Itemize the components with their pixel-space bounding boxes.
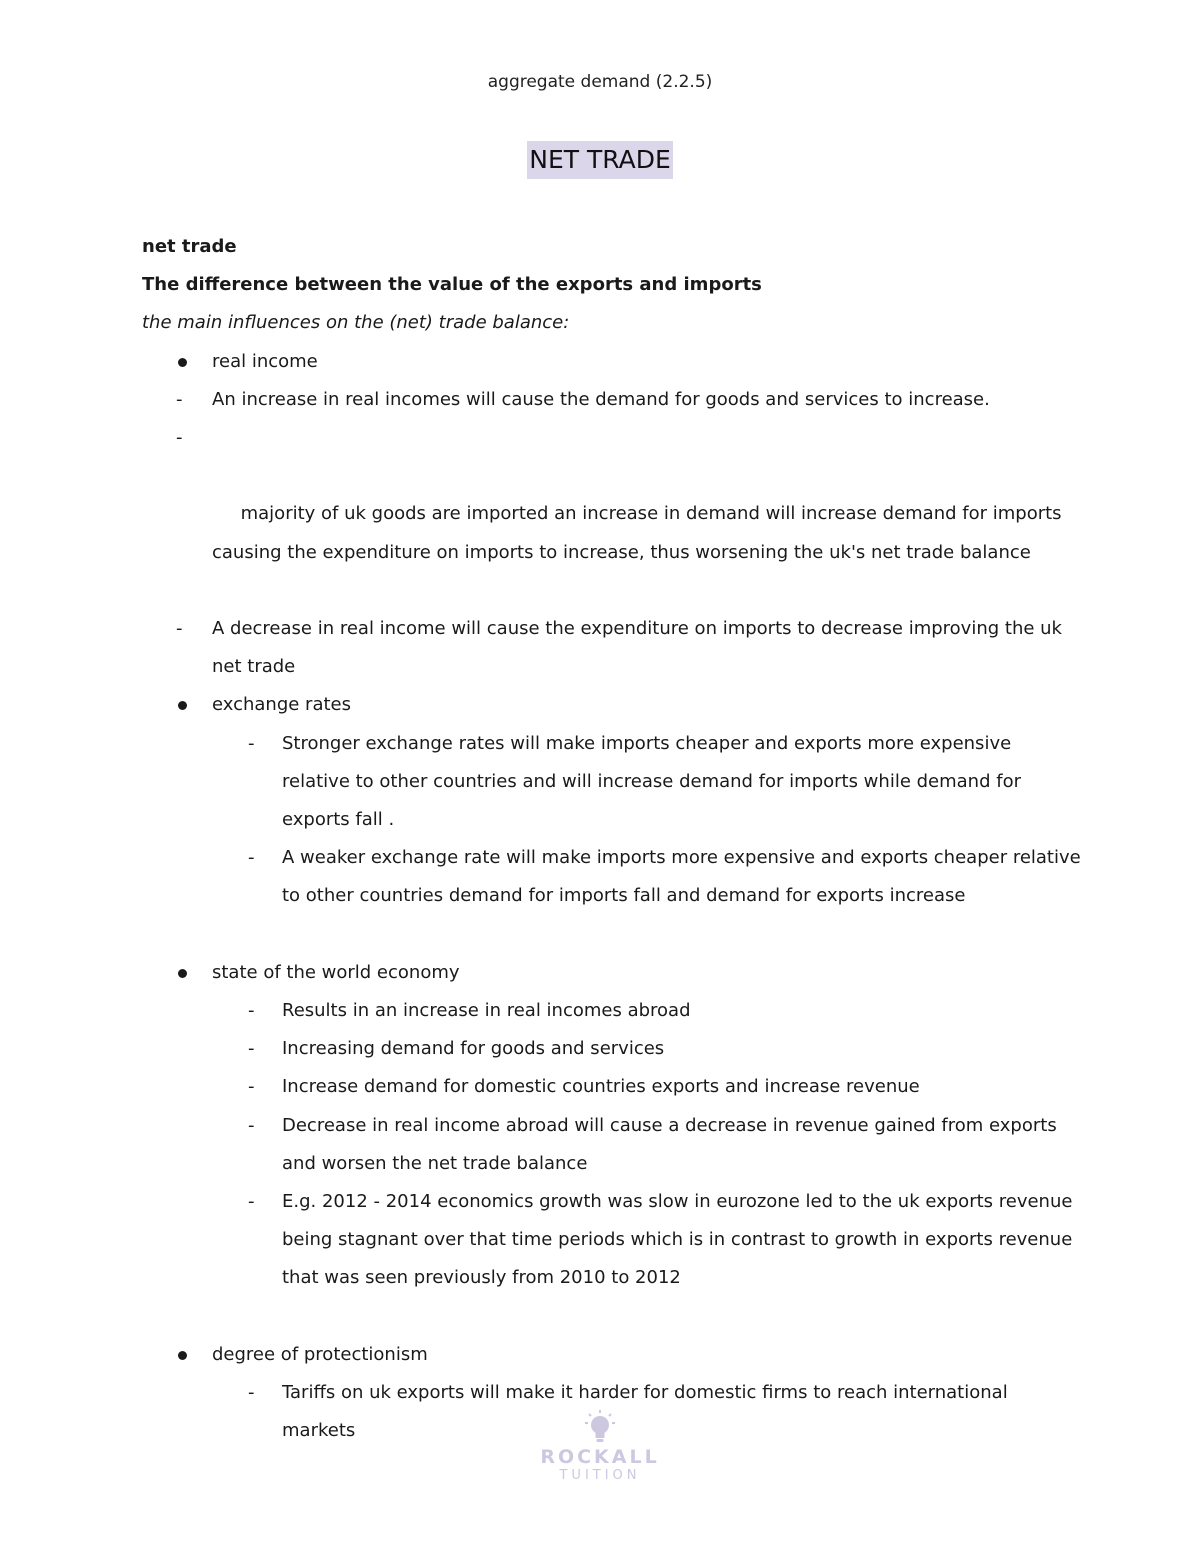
bullet-icon bbox=[178, 1351, 187, 1360]
bullet-icon bbox=[178, 969, 187, 978]
bullet-item-exchange-rates bbox=[142, 686, 1082, 724]
rockall-tuition-logo bbox=[500, 1410, 700, 1483]
sub-point-text: Stronger exchange rates will make imports cheaper and exports more expensive relative to other countries and will increase demand for imports while demand for exports fall . bbox=[282, 732, 1021, 831]
sub-point-text: Tariffs on uk exports will make it harder for domestic firms to reach international markets bbox=[282, 1382, 1008, 1442]
sub-point-text: Increase demand for domestic countries exports and increase revenue bbox=[282, 1076, 920, 1098]
sub-point-text: A weaker exchange rate will make imports more expensive and exports cheaper relative to other countries demand for imports fall and demand for exports increase bbox=[282, 847, 1081, 907]
dash-marker: - bbox=[248, 732, 255, 754]
sub-point-text: Increasing demand for goods and services bbox=[282, 1038, 665, 1060]
sub-point-text: Results in an increase in real incomes abroad bbox=[282, 1000, 691, 1022]
dash-marker: - bbox=[176, 388, 183, 410]
sub-point bbox=[142, 725, 1082, 840]
sub-point-text: A decrease in real income will cause the expenditure on imports to decrease improving the uk net trade bbox=[212, 618, 1062, 678]
logo-subtitle: TUITION bbox=[559, 1468, 641, 1483]
bullet-label: degree of protectionism bbox=[212, 1343, 428, 1365]
logo-brand: ROCKALL bbox=[540, 1446, 660, 1468]
sub-point bbox=[142, 1030, 1082, 1068]
sub-point bbox=[142, 1107, 1082, 1183]
bullet-label: state of the world economy bbox=[212, 961, 460, 983]
sub-point bbox=[142, 839, 1082, 915]
bullet-label: real income bbox=[212, 350, 318, 372]
section-heading: net trade bbox=[142, 236, 237, 257]
bullet-item-real-income bbox=[142, 343, 1082, 381]
dash-marker: - bbox=[248, 1038, 255, 1060]
sub-point-text: An increase in real incomes will cause the demand for goods and services to increase. bbox=[212, 388, 990, 410]
page-title: NET TRADE bbox=[527, 141, 673, 179]
sub-point bbox=[142, 1183, 1082, 1298]
blank-line bbox=[142, 1298, 1082, 1336]
dash-marker: - bbox=[176, 618, 183, 640]
dash-marker: - bbox=[248, 1114, 255, 1136]
dash-marker: - bbox=[248, 1000, 255, 1022]
definition: The difference between the value of the exports and imports bbox=[142, 274, 762, 296]
sub-point-text: Decrease in real income abroad will cause a decrease in revenue gained from exports and worsen the net trade balance bbox=[282, 1114, 1057, 1174]
sub-point-text: E.g. 2012 - 2014 economics growth was slow in eurozone led to the uk exports revenue being stagnant over that time periods which is in contrast to growth in exports revenue that was seen previously from 2010 to 2012 bbox=[282, 1191, 1073, 1289]
sub-point bbox=[142, 610, 1082, 686]
lightbulb-icon bbox=[585, 1410, 615, 1444]
sub-point bbox=[142, 419, 1082, 610]
document-body bbox=[142, 228, 1082, 1450]
dash-marker: - bbox=[248, 1191, 255, 1213]
bullet-icon bbox=[178, 358, 187, 367]
sub-point-text: majority of uk goods are imported an increase in demand will increase demand for imports causing the expenditure on imports to increase, thus worsening the uk's net trade balance bbox=[212, 503, 1068, 563]
bullet-icon bbox=[178, 701, 187, 710]
dash-marker: - bbox=[176, 427, 183, 449]
sub-point bbox=[142, 1068, 1082, 1106]
bullet-label: exchange rates bbox=[212, 694, 351, 716]
intro-line: the main influences on the (net) trade balance: bbox=[142, 312, 570, 334]
sub-point bbox=[142, 992, 1082, 1030]
dash-marker: - bbox=[248, 1382, 255, 1404]
bullet-item-world-economy bbox=[142, 954, 1082, 992]
document-header: aggregate demand (2.2.5) bbox=[487, 72, 713, 92]
blank-line bbox=[142, 916, 1082, 954]
bullet-item-protectionism bbox=[142, 1336, 1082, 1374]
dash-marker: - bbox=[248, 1076, 255, 1098]
sub-point bbox=[142, 381, 1082, 419]
title-wrap bbox=[0, 141, 1200, 179]
dash-marker: - bbox=[248, 847, 255, 869]
